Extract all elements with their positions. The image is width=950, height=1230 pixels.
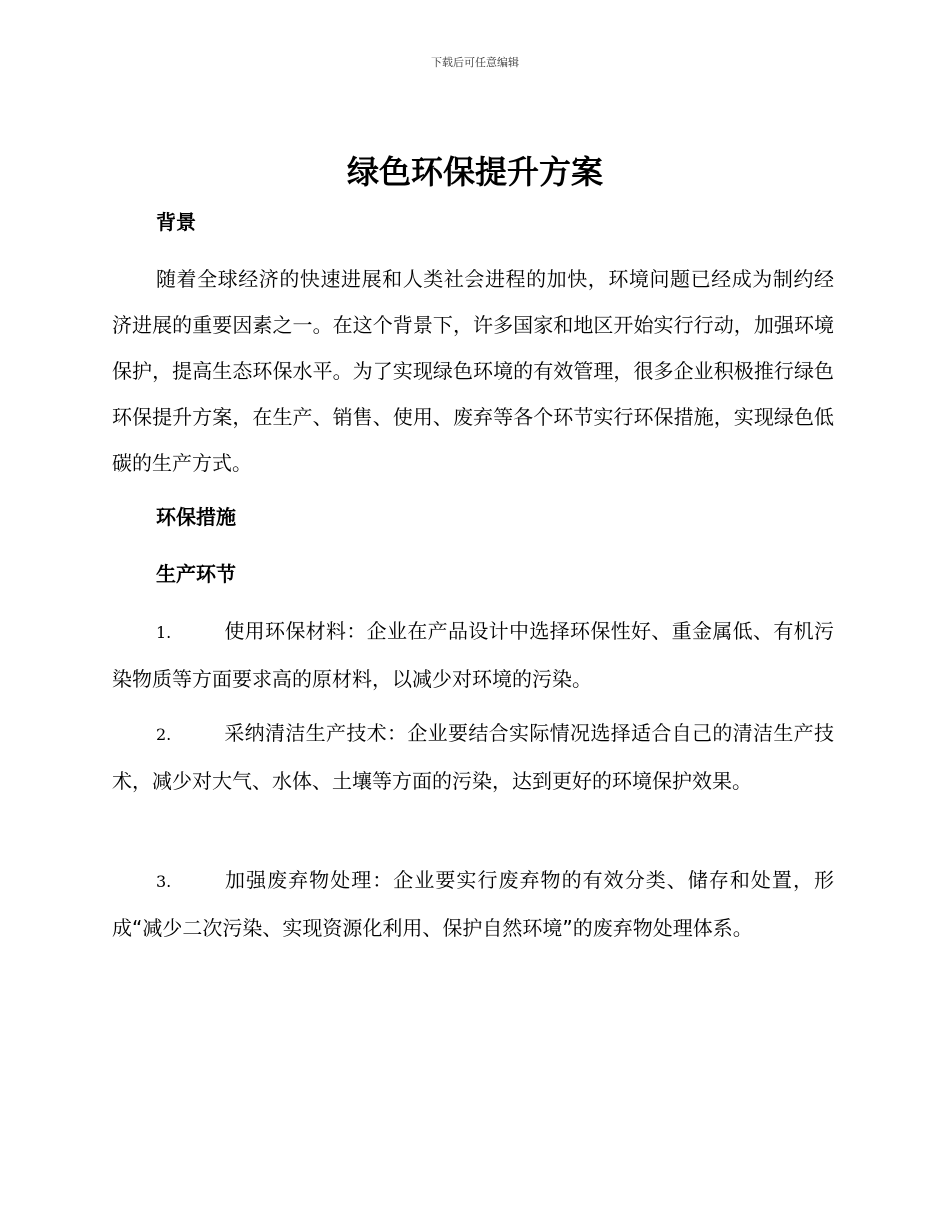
list-item-number: 3.	[156, 872, 172, 891]
list-item-1	[112, 608, 834, 702]
list-item-text: 采纳清洁生产技术：企业要结合实际情况选择适合自己的清洁生产技术，减少对大气、水体、土壤等方面的污染，达到更好的环境保护效果。	[112, 721, 834, 793]
background-heading: 背景	[156, 210, 196, 234]
list-item-number: 1.	[156, 623, 172, 642]
list-item-text: 使用环保材料：企业在产品设计中选择环保性好、重金属低、有机污染物质等方面要求高的原材料，以减少对环境的污染。	[112, 619, 834, 691]
header-note: 下载后可任意编辑	[431, 56, 519, 69]
background-paragraph: 随着全球经济的快速进展和人类社会进程的加快，环境问题已经成为制约经济进展的重要因素之一。在这个背景下，许多国家和地区开始实行行动，加强环境保护，提高生态环保水平。为了实现绿色环境的有效管理，很多企业积极推行绿色环保提升方案，在生产、销售、使用、废弃等各个环节实行环保措施，实现绿色低碳的生产方式。	[112, 267, 834, 475]
production-heading: 生产环节	[156, 562, 236, 586]
list-item-2	[112, 710, 834, 804]
list-item-text: 加强废弃物处理：企业要实行废弃物的有效分类、储存和处置，形成“减少二次污染、实现资源化利用、保护自然环境”的废弃物处理体系。	[112, 868, 834, 940]
list-item-3	[112, 857, 834, 951]
measures-heading: 环保措施	[156, 505, 236, 529]
list-item-number: 2.	[156, 725, 172, 744]
document-title: 绿色环保提升方案	[346, 153, 603, 191]
